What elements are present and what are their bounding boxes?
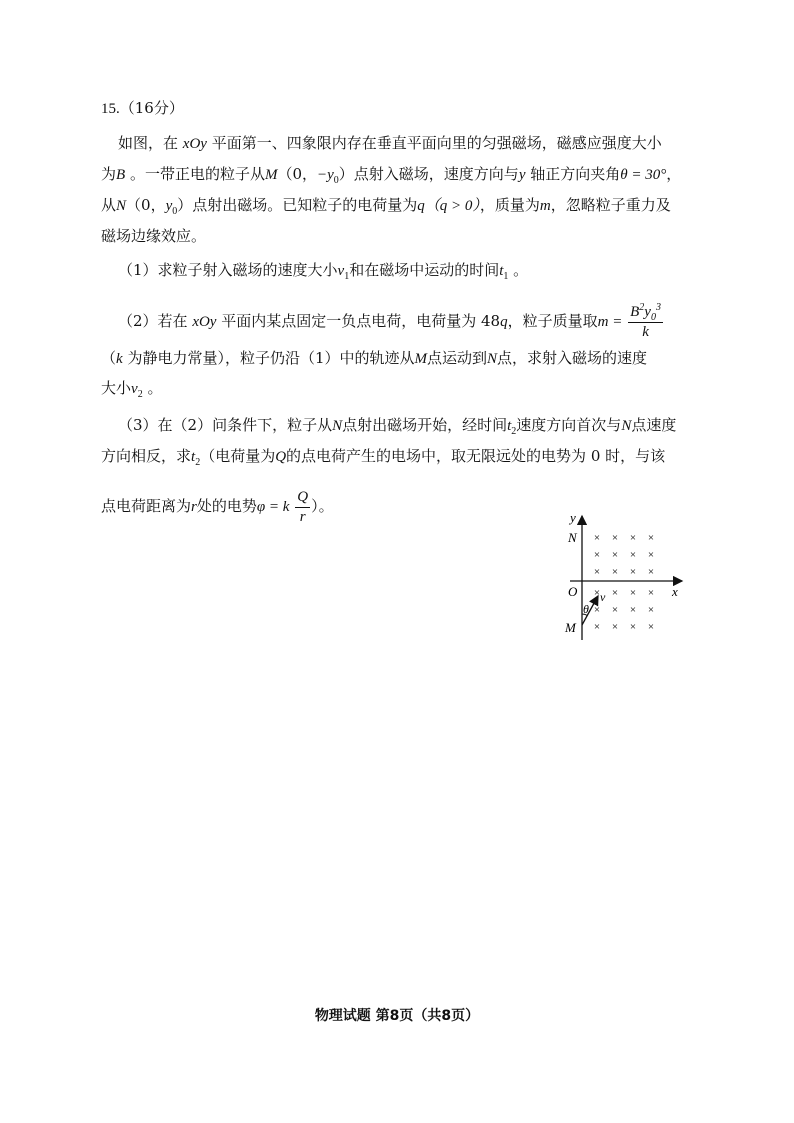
potential-fraction-numerator: Q [295, 488, 310, 508]
text: 为 [101, 165, 117, 183]
label-v: v [600, 590, 606, 604]
field-x-mark: × [611, 587, 619, 599]
field-x-mark: × [647, 532, 655, 544]
var-r: r [191, 499, 197, 515]
question-header [101, 98, 184, 119]
field-x-mark: × [629, 604, 637, 616]
paragraph-line-2: 为B 。一带正电的粒子从M（0，$-y_0$）点射入磁场，速度方向与y 轴正方向夹角θ = 30°， [101, 165, 682, 186]
text: 平面内某点固定一负点电荷，电荷量为 48 [216, 312, 501, 330]
text: ）。 [311, 497, 334, 515]
field-x-mark: × [593, 621, 601, 633]
var-t: t [507, 418, 512, 434]
text: 点运动到 [427, 349, 488, 367]
part-3-line-2: 方向相反，求$t_2$（电荷量为Q的点电荷产生的电场中，取无限远处的电势为 0 时，与该 [101, 447, 666, 468]
part-3-line-3 [101, 488, 334, 526]
text: 点，求射入磁场的速度 [497, 349, 648, 367]
var-t: t [191, 449, 196, 465]
field-x-mark: × [593, 532, 601, 544]
mass-fraction [628, 303, 663, 341]
text: ）点射入磁场，速度方向与 [338, 165, 519, 183]
var-t: t [499, 263, 504, 279]
question-points: （16分） [119, 99, 184, 117]
var-neg-y0: −y [317, 167, 334, 183]
potential-fraction [295, 488, 310, 526]
field-x-mark: × [647, 604, 655, 616]
text: 。 [142, 379, 163, 397]
text: 轴正方向夹角 [525, 165, 621, 183]
field-x-mark: × [629, 549, 637, 561]
field-x-mark: × [611, 532, 619, 544]
var-N: N [332, 418, 343, 434]
text: 的点电荷产生的电场中，取无限远处的电势为 0 时，与该 [286, 447, 666, 465]
var-q: q [500, 314, 508, 330]
var-M: M [414, 351, 428, 367]
text: 点射出磁场开始，经时间 [342, 416, 508, 434]
magnetic-field-diagram [560, 508, 690, 643]
field-x-mark: × [647, 621, 655, 633]
text: 方向相反，求 [101, 447, 192, 465]
var-y: y [518, 167, 526, 183]
field-x-mark: × [647, 566, 655, 578]
part-1: （1）求粒子射入磁场的速度大小$v_1$和在磁场中运动的时间$t_1$ 。 [118, 261, 529, 282]
field-x-mark: × [629, 621, 637, 633]
label-theta: θ [583, 602, 589, 616]
paragraph-line-3: 从N（0，$y_0$）点射出磁场。已知粒子的电荷量为q（q > 0），质量为m，忽略粒子重力及 [101, 196, 671, 217]
var-M: M [264, 167, 278, 183]
field-x-mark: × [593, 566, 601, 578]
text: （3）在（2）问条件下，粒子从 [118, 416, 333, 434]
field-x-mark: × [647, 587, 655, 599]
text: ，粒子质量取 [507, 312, 598, 330]
part-2-line-2 [101, 348, 647, 369]
field-x-mark: × [611, 549, 619, 561]
field-x-mark: × [611, 566, 619, 578]
mass-equation: m = [597, 314, 623, 330]
label-x: x [672, 584, 678, 599]
potential-equation: φ = k [256, 499, 290, 515]
text: 大小 [101, 379, 132, 397]
var-N: N [621, 418, 632, 434]
field-x-mark: × [629, 587, 637, 599]
field-x-mark: × [593, 604, 601, 616]
text: 。 [508, 261, 529, 279]
text: （0， [277, 165, 318, 183]
var-y0: y [165, 198, 173, 214]
field-x-mark: × [629, 532, 637, 544]
var-xOy: xOy [182, 136, 207, 152]
text: 平面第一、四象限内存在垂直平面向里的匀强磁场，磁感应强度大小 [206, 134, 662, 152]
part-2-line-3: 大小$v_2$ 。 [101, 379, 163, 400]
text: 从 [101, 196, 117, 214]
var-v: v [337, 263, 345, 279]
paragraph-line-4 [101, 226, 206, 246]
text: 。一带正电的粒子从 [125, 165, 265, 183]
text: （0， [126, 196, 166, 214]
text: 点电荷距离为 [101, 497, 192, 515]
label-N: N [568, 530, 577, 545]
paragraph-line-1 [118, 133, 662, 154]
text: （电荷量为 [200, 447, 276, 465]
text: ）点射出磁场。已知粒子的电荷量为 [177, 196, 418, 214]
var-N: N [116, 198, 127, 214]
field-x-mark: × [629, 566, 637, 578]
text: 磁场边缘效应。 [101, 227, 207, 245]
var-k: k [116, 351, 123, 367]
var-q: q [417, 198, 425, 214]
var-N: N [487, 351, 498, 367]
text: ， [666, 165, 682, 183]
mass-fraction-denominator: k [642, 324, 649, 340]
text: ，忽略粒子重力及 [550, 196, 671, 214]
field-x-mark: × [593, 549, 601, 561]
mass-fraction-numerator: $B^2y_0^3$ [630, 302, 661, 323]
text: ，质量为 [479, 196, 540, 214]
label-O: O [568, 584, 578, 599]
var-xOy: xOy [192, 314, 217, 330]
text: 点速度 [631, 416, 677, 434]
text: 处的电势 [196, 497, 257, 515]
text: （ [101, 349, 117, 367]
question-number: 15. [101, 101, 120, 117]
page-footer: 物理试题 第8页（共8页） [314, 1008, 480, 1024]
text: 速度方向首次与 [516, 416, 622, 434]
var-m: m [539, 198, 551, 214]
q-condition: （q > 0） [424, 198, 480, 214]
part-2-line-1 [118, 303, 664, 341]
text: （2）若在 [118, 312, 193, 330]
field-marks [594, 532, 654, 633]
potential-fraction-denominator: r [299, 509, 306, 525]
text: 和在磁场中运动的时间 [349, 261, 500, 279]
theta-equation: θ = 30° [620, 167, 667, 183]
field-x-mark: × [611, 621, 619, 633]
var-B: B [116, 167, 126, 183]
var-v: v [131, 381, 138, 397]
var-Q: Q [275, 449, 287, 465]
part-3-line-1: （3）在（2）问条件下，粒子从N点射出磁场开始，经时间$t_2$速度方向首次与N点速度 [118, 416, 677, 437]
field-x-mark: × [611, 604, 619, 616]
field-x-mark: × [593, 587, 601, 599]
text: 为静电力常量），粒子仍沿（1）中的轨迹从 [122, 349, 415, 367]
text: 如图，在 [118, 134, 183, 152]
label-y: y [570, 510, 576, 525]
field-x-mark: × [647, 549, 655, 561]
label-M: M [565, 620, 576, 635]
text: （1）求粒子射入磁场的速度大小 [118, 261, 338, 279]
